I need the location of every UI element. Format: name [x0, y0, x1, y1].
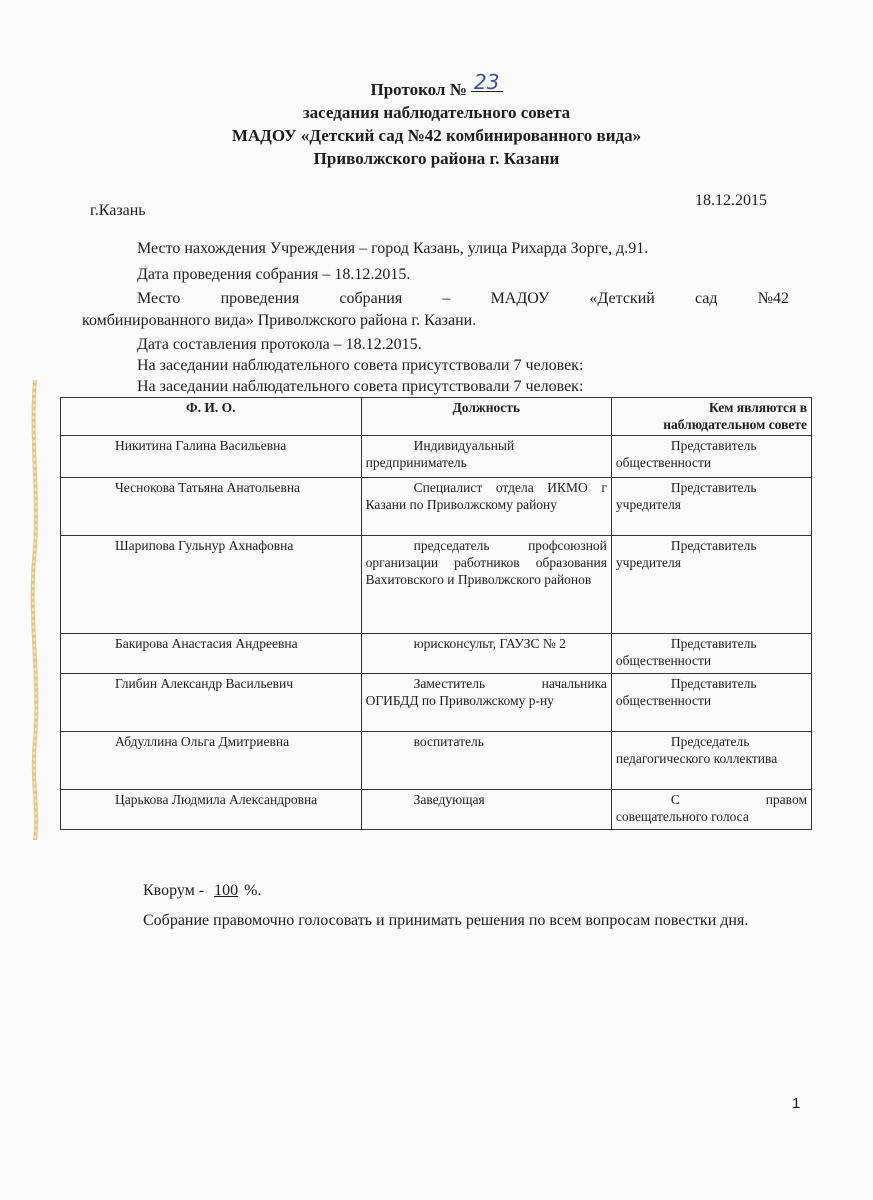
quorum-line [143, 882, 261, 900]
table-row [61, 790, 812, 830]
member-position: воспитатель [361, 732, 611, 790]
table-row [61, 674, 812, 732]
member-role: Представитель учредителя [611, 536, 811, 634]
member-name: Бакирова Анастасия Андреевна [61, 634, 362, 674]
member-role: Представитель общественности [611, 634, 811, 674]
title-line-2: заседания наблюдательного совета [302, 103, 571, 122]
city: г.Казань [90, 202, 146, 219]
header-name: Ф. И. О. [61, 398, 362, 436]
member-name: Абдуллина Ольга Дмитриевна [61, 732, 362, 790]
member-role: Представитель общественности [611, 436, 811, 478]
document-title [0, 70, 873, 170]
table-row [61, 436, 812, 478]
venue-word: «Детский [589, 290, 655, 307]
venue-word: сад [695, 290, 718, 307]
venue-paragraph-line-1 [137, 288, 789, 309]
document-date: 18.12.2015 [695, 192, 767, 209]
venue-word: Место [137, 290, 181, 307]
table-row [61, 732, 812, 790]
table-row [61, 478, 812, 536]
member-position: Специалист отдела ИКМО г Казани по Приволжскому району [361, 478, 611, 536]
quorum-unit: %. [244, 882, 262, 899]
title-line-4: Приволжского района г. Казани [313, 149, 560, 168]
binding-thread-decoration [28, 380, 42, 840]
protocol-date-paragraph: Дата составления протокола – 18.12.2015. [137, 336, 422, 353]
member-position: Заместитель начальника ОГИБДД по Приволжскому р-ну [361, 674, 611, 732]
title-line-3: МАДОУ «Детский сад №42 комбинированного вида» [231, 126, 642, 145]
venue-word: МАДОУ [490, 290, 550, 307]
member-position: Индивидуальный предприниматель [361, 436, 611, 478]
member-role: Председатель педагогического коллектива [611, 732, 811, 790]
protocol-number-handwritten: 23 [471, 73, 502, 92]
member-role: Представитель общественности [611, 674, 811, 732]
header-position: Должность [361, 398, 611, 436]
members-table [60, 397, 812, 830]
member-name: Царькова Людмила Александровна [61, 790, 362, 830]
table-header-row [61, 398, 812, 436]
header-role: Кем являются в наблюдательном совете [611, 398, 811, 436]
venue-word: – [442, 290, 451, 307]
table-row [61, 536, 812, 634]
attendance-paragraph: На заседании наблюдательного совета присутствовали 7 человек: [137, 357, 584, 374]
meeting-date-paragraph: Дата проведения собрания – 18.12.2015. [137, 266, 411, 283]
table-row [61, 634, 812, 674]
member-name: Глибин Александр Васильевич [61, 674, 362, 732]
venue-word: собрания [339, 290, 403, 307]
member-name: Шарипова Гульнур Ахнафовна [61, 536, 362, 634]
validity-statement: Собрание правомочно голосовать и принимать решения по всем вопросам повестки дня. [143, 912, 749, 929]
member-role: С правом совещательного голоса [611, 790, 811, 830]
member-position: юрисконсульт, ГАУЗС № 2 [361, 634, 611, 674]
location-paragraph: Место нахождения Учреждения – город Казань, улица Рихарда Зорге, д.91. [137, 240, 649, 257]
member-role: Представитель учредителя [611, 478, 811, 536]
member-position: Заведующая [361, 790, 611, 830]
page-number: 1 [792, 1095, 801, 1112]
venue-word: проведения [220, 290, 300, 307]
quorum-value: 100 [214, 882, 239, 899]
venue-word: №42 [757, 290, 789, 307]
member-name: Чеснокова Татьяна Анатольевна [61, 478, 362, 536]
member-position: председатель профсоюзной организации работников образования Вахитовского и Приволжского районов [361, 536, 611, 634]
title-protocol-label: Протокол № [370, 80, 467, 99]
attendance-paragraph-duplicate: На заседании наблюдательного совета присутствовали 7 человек: [137, 378, 584, 395]
member-name: Никитина Галина Васильевна [61, 436, 362, 478]
quorum-label: Кворум - [143, 882, 205, 899]
venue-paragraph-line-2: комбинированного вида» Приволжского района г. Казани. [82, 312, 477, 329]
